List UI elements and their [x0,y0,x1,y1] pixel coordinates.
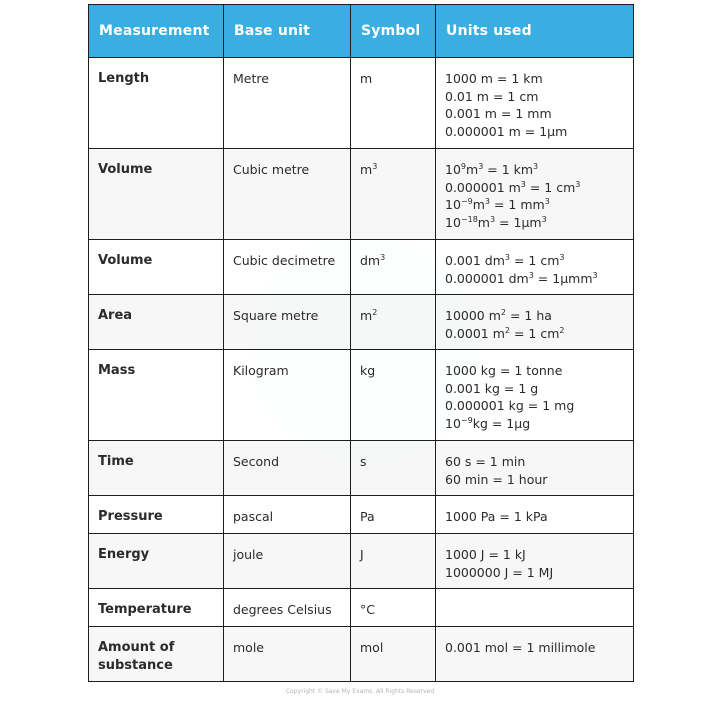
symbol-text: °C [360,602,375,617]
symbol-text: Pa [360,509,375,524]
units-used-cell [436,240,634,295]
units-used-cell [436,627,634,682]
conversion-text: 0.001 m = 1 mm [445,106,552,121]
conversion-text: m [466,162,479,177]
measurement-cell: Pressure [89,496,224,534]
unit-conversion-line [445,564,624,582]
symbol-cell [351,58,436,149]
base-unit-cell: Square metre [224,295,351,350]
units-used-cell [436,441,634,496]
header-symbol: Symbol [351,5,436,58]
unit-conversion-line [445,415,624,433]
exponent: 3 [592,270,598,280]
table-row [89,589,634,627]
symbol-cell [351,627,436,682]
table-row [89,350,634,441]
copyright-text: Copyright © Save My Exams. All Rights Reserved [285,688,435,695]
conversion-text: 10 [445,415,461,431]
unit-conversion-line [445,161,624,179]
units-used-cell [436,589,634,627]
conversion-text: = 1 km [483,162,534,177]
conversion-text: 0.001 mol = 1 millimole [445,640,596,655]
symbol-cell [351,534,436,589]
measurement-cell: Time [89,441,224,496]
conversion-text: 0.000001 m [445,179,521,195]
exponent: 3 [489,214,496,224]
conversion-text: = 1 mm [489,197,545,212]
unit-conversion-line [445,325,624,343]
conversion-text: 0.000001 dm [445,270,529,286]
unit-conversion-line [445,307,624,325]
base-unit-cell: Kilogram [224,350,351,441]
symbol-cell [351,350,436,441]
table-row [89,496,634,534]
measurement-cell: Amount of substance [89,627,224,682]
symbol-text: m [360,71,373,86]
unit-conversion-line [445,196,624,214]
exponent: 3 [559,253,565,262]
symbol-text: dm [360,253,381,268]
exponent: −9 [460,197,473,206]
measurement-cell: Energy [89,534,224,589]
base-unit-cell: pascal [224,496,351,534]
conversion-text: m [477,214,490,230]
conversion-text: m [472,197,485,212]
conversion-text: = 1μm [495,214,542,230]
conversion-text: = 1 ha [506,308,552,323]
units-used-cell [436,149,634,240]
conversion-text: 0.001 kg = 1 g [445,380,539,396]
conversion-text: 0.000001 kg = 1 mg [445,398,575,413]
units-used-cell [436,350,634,441]
measurement-cell: Temperature [89,589,224,627]
base-unit-cell: Second [224,441,351,496]
conversion-text: = 1 cm [525,179,576,195]
units-used-cell [436,58,634,149]
unit-conversion-line [445,179,624,197]
base-unit-cell: joule [224,534,351,589]
conversion-text: 10 [445,197,461,212]
exponent: 3 [504,253,510,262]
symbol-cell [351,295,436,350]
header-base-unit: Base unit [224,5,351,58]
conversion-text: 60 min = 1 hour [445,471,548,487]
base-unit-cell: Metre [224,58,351,149]
table-row [89,58,634,149]
unit-conversion-line [445,88,624,106]
unit-conversion-line [445,453,624,471]
symbol-cell [351,149,436,240]
base-unit-cell: Cubic decimetre [224,240,351,295]
measurement-cell: Length [89,58,224,149]
measurement-cell: Area [89,295,224,350]
measurement-cell: Mass [89,350,224,441]
conversion-text: 10000 m [445,308,501,323]
unit-conversion-line [445,471,624,489]
conversion-text: 0.000001 m = 1μm [445,123,568,139]
exponent: 3 [478,162,484,171]
symbol-text: m [360,308,373,323]
conversion-text: kg = 1μg [472,415,531,431]
exponent: 3 [575,179,581,189]
base-unit-cell: Cubic metre [224,149,351,240]
conversion-text: 1000 m = 1 km [445,71,543,86]
base-unit-cell: mole [224,627,351,682]
exponent: 2 [559,325,565,335]
conversion-text: = 1 cm [509,253,560,268]
symbol-text: m [360,162,373,177]
symbol-text: J [360,547,364,562]
symbol-exponent: 2 [372,308,378,317]
symbol-cell [351,240,436,295]
unit-conversion-line [445,105,624,123]
conversion-text: 0.001 dm [445,253,505,268]
units-used-cell [436,496,634,534]
conversion-text: 1000 J = 1 kJ [445,547,526,562]
symbol-text: mol [360,640,384,655]
conversion-text: = 1 cm [509,325,560,341]
symbol-exponent: 3 [380,253,386,262]
conversion-text: 1000 kg = 1 tonne [445,363,563,378]
table-row [89,534,634,589]
table-header-row [89,5,634,58]
exponent: 9 [460,162,466,171]
base-unit-cell: degrees Celsius [224,589,351,627]
symbol-text: s [360,454,367,469]
exponent: −9 [460,415,473,425]
symbol-text: kg [360,363,376,378]
units-used-cell [436,295,634,350]
exponent: 2 [500,308,507,317]
conversion-text: 0.01 m = 1 cm [445,88,539,104]
exponent: 3 [484,197,490,206]
units-used-cell [436,534,634,589]
unit-conversion-line [445,508,624,526]
unit-conversion-line [445,380,624,398]
unit-conversion-line [445,639,624,657]
unit-conversion-line [445,252,624,270]
exponent: 3 [520,179,526,189]
exponent: 3 [528,270,534,280]
conversion-text: 0.0001 m [445,325,505,341]
measurement-cell: Volume [89,240,224,295]
conversion-text: = 1μmm [533,270,593,286]
table-row [89,441,634,496]
exponent: 3 [533,162,539,171]
table-row [89,627,634,682]
units-table [88,4,634,682]
conversion-text: 10 [445,214,461,230]
conversion-text: 1000000 J = 1 MJ [445,564,554,580]
unit-conversion-line [445,397,624,415]
conversion-text: 10 [445,162,461,177]
unit-conversion-line [445,362,624,380]
symbol-cell [351,496,436,534]
unit-conversion-line [445,214,624,232]
symbol-cell [351,441,436,496]
table-row [89,240,634,295]
table-row [89,149,634,240]
unit-conversion-line [445,70,624,88]
header-measurement: Measurement [89,5,224,58]
conversion-text: 60 s = 1 min [445,454,526,469]
conversion-text: 1000 Pa = 1 kPa [445,509,548,524]
exponent: 2 [504,325,510,335]
unit-conversion-line [445,123,624,141]
exponent: 3 [541,214,547,224]
symbol-cell [351,589,436,627]
exponent: −18 [460,214,478,224]
unit-conversion-line [445,270,624,288]
header-units-used: Units used [436,5,634,58]
exponent: 3 [544,197,550,206]
symbol-exponent: 3 [372,162,378,171]
measurement-cell: Volume [89,149,224,240]
table-row [89,295,634,350]
unit-conversion-line [445,546,624,564]
